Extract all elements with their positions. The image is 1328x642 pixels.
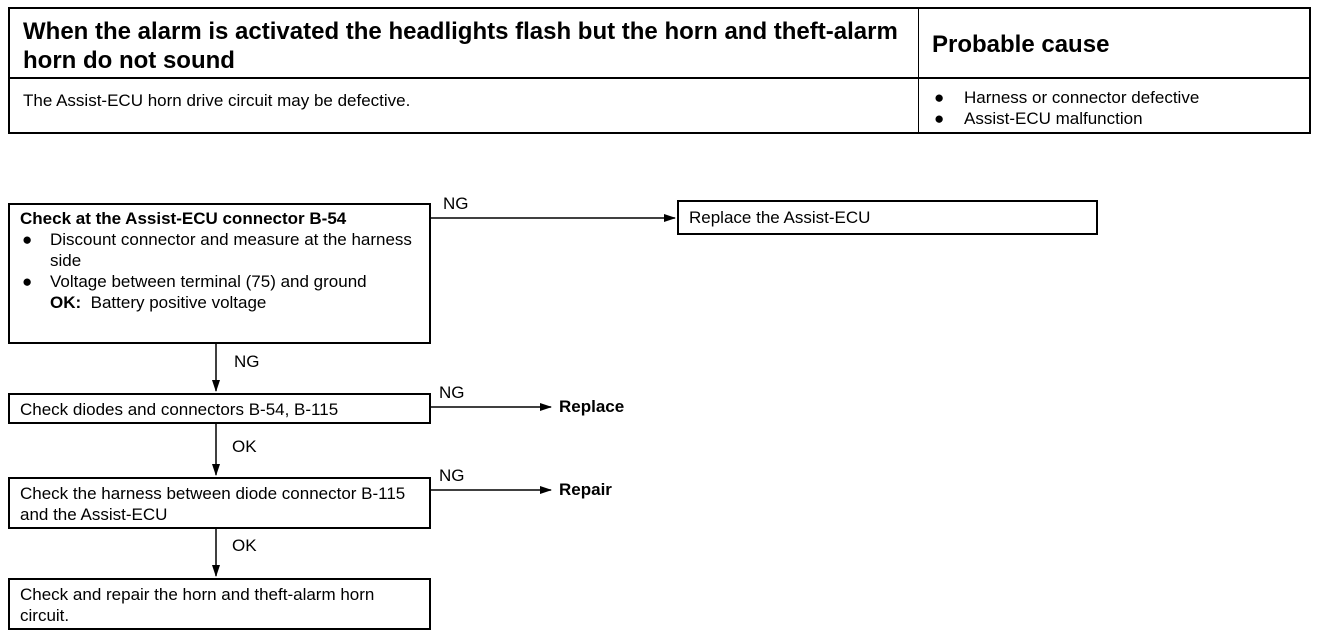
symptom-description: The Assist-ECU horn drive circuit may be defective. (23, 91, 411, 110)
bullet-icon: ● (934, 109, 945, 128)
probable-cause-text: Harness or connector defective (964, 88, 1200, 107)
step1-bullet-text: Discount connector and measure at the harness side (50, 230, 412, 270)
step4-repair-box: Check and repair the horn and theft-alarm horn circuit. (8, 578, 431, 630)
step1-ok-criterion (20, 292, 419, 313)
probable-cause-text: Assist-ECU malfunction (964, 109, 1143, 128)
ng-label: NG (439, 383, 465, 402)
step1-bullets (20, 229, 419, 292)
symptom-heading: When the alarm is activated the headlights flash but the horn and theft-alarm horn do not sound (23, 18, 898, 74)
ng-label: NG (234, 352, 260, 371)
ng-label: NG (443, 194, 469, 213)
step1-check-box (8, 203, 431, 344)
step1-bullet-item (20, 271, 419, 292)
repair-result-label: Repair (559, 480, 612, 499)
step2-check-box: Check diodes and connectors B-54, B-115 (8, 393, 431, 424)
step1-title: Check at the Assist-ECU connector B-54 (20, 209, 347, 228)
bullet-icon: ● (934, 88, 945, 107)
ng-label: NG (439, 466, 465, 485)
step1-bullet-text: Voltage between terminal (75) and ground (50, 272, 367, 291)
replace-ecu-box: Replace the Assist-ECU (677, 200, 1098, 235)
bullet-icon: ● (22, 230, 33, 249)
ok-label: OK (232, 437, 257, 456)
step1-ok-label: OK: (50, 293, 82, 312)
ok-label: OK (232, 536, 257, 555)
step1-bullet-item (20, 229, 419, 271)
bullet-icon: ● (22, 272, 33, 291)
probable-cause-heading: Probable cause (932, 31, 1110, 58)
step3-check-box: Check the harness between diode connector B-115 and the Assist-ECU (8, 477, 431, 529)
step1-ok-value: Battery positive voltage (90, 293, 267, 312)
replace-result-label: Replace (559, 397, 625, 416)
